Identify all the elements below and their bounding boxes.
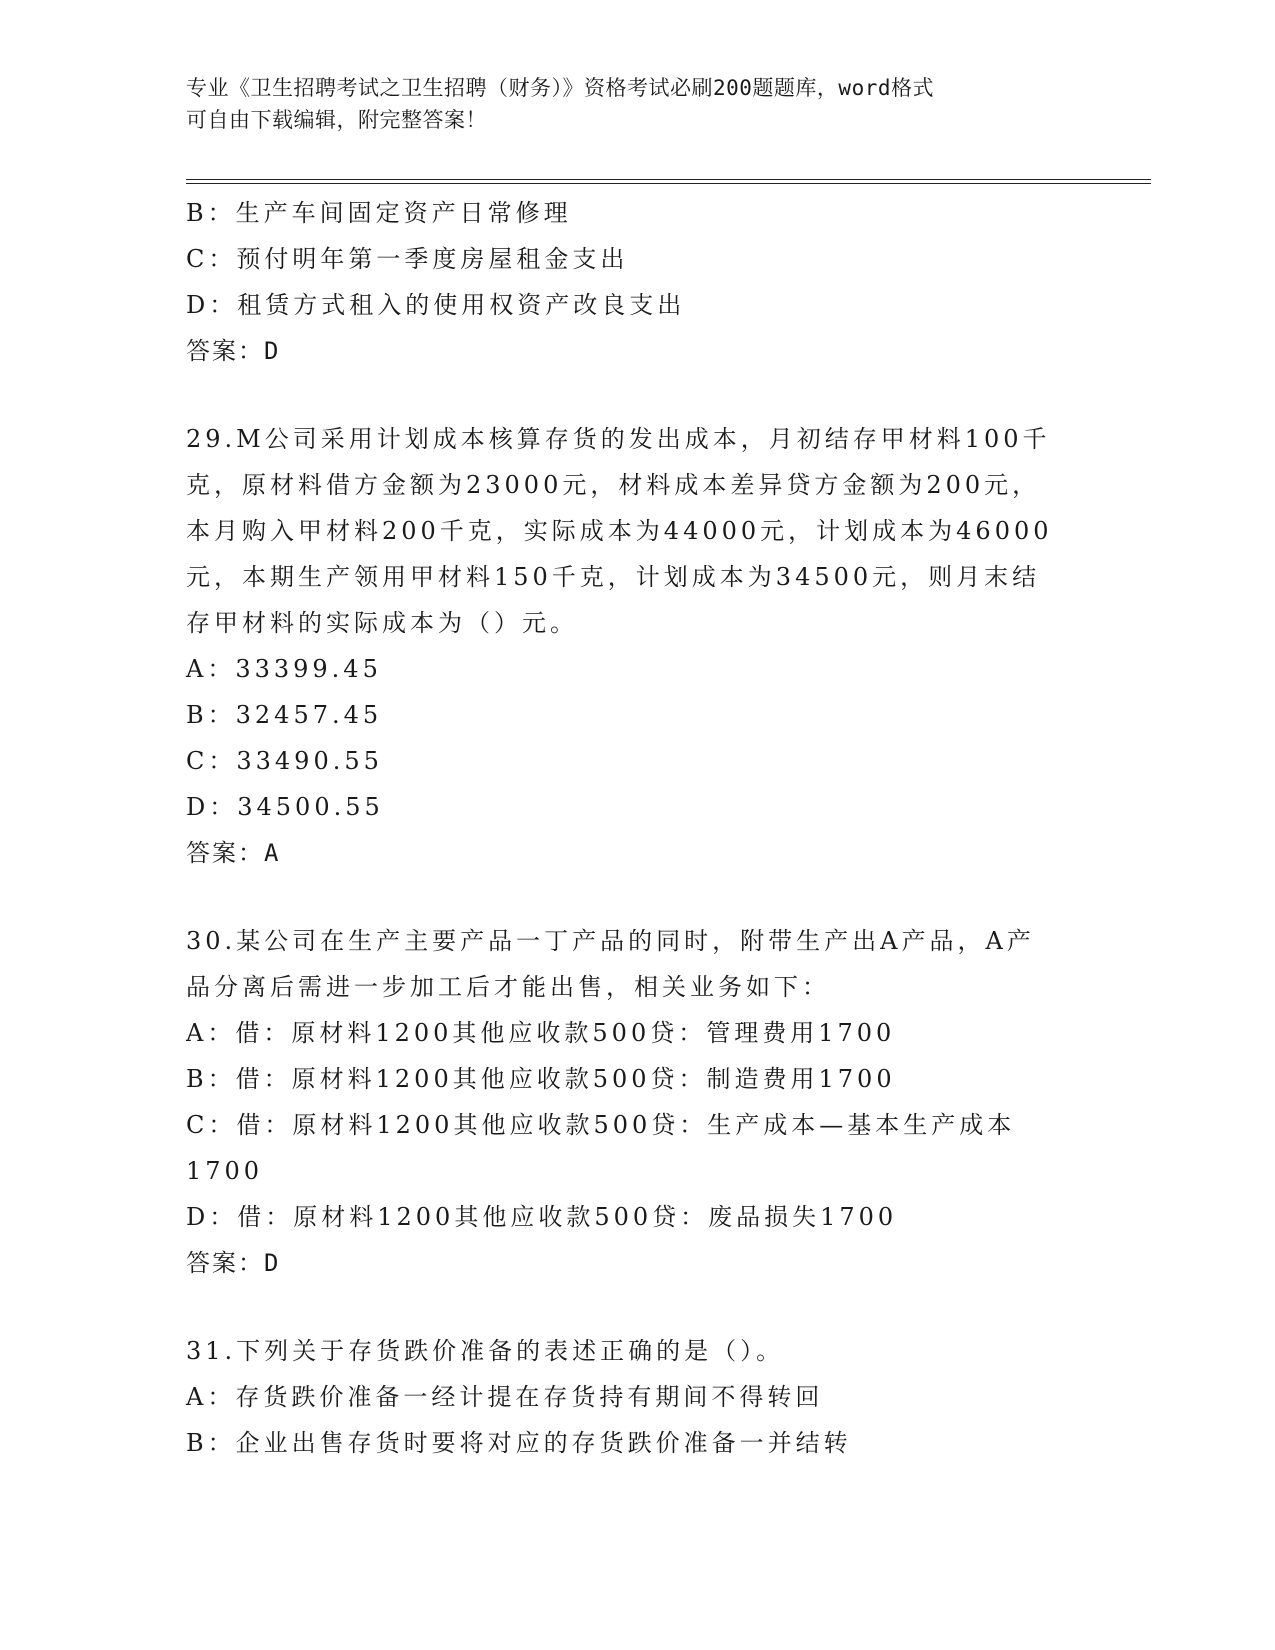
q28-option-b: B：生产车间固定资产日常修理 [186, 199, 572, 227]
question-29 [186, 416, 1066, 876]
q30-stem-line: 30.某公司在生产主要产品一丁产品的同时，附带生产出A产品，A产 [186, 927, 1035, 955]
q28-option-d: D：租赁方式租入的使用权资产改良支出 [186, 291, 686, 319]
header-line-2: 可自由下载编辑，附完整答案！ [186, 108, 487, 132]
spacer [186, 374, 1066, 416]
q29-stem-line: 本月购入甲材料200千克，实际成本为44000元，计划成本为46000 [186, 517, 1053, 545]
q30-option-b: B：借：原材料1200其他应收款500贷：制造费用1700 [186, 1065, 896, 1093]
q30-option-a: A：借：原材料1200其他应收款500贷：管理费用1700 [186, 1019, 896, 1047]
header-line-1: 专业《卫生招聘考试之卫生招聘（财务）》资格考试必刷200题题库，word格式 [186, 76, 934, 100]
q31-stem: 31.下列关于存货跌价准备的表述正确的是（）。 [186, 1337, 785, 1365]
q30-option-c: C：借：原材料1200其他应收款500贷：生产成本—基本生产成本 [186, 1111, 1016, 1139]
q29-option-d: D：34500.55 [186, 793, 384, 821]
spacer [186, 1286, 1066, 1328]
q28-option-c: C：预付明年第一季度房屋租金支出 [186, 245, 629, 273]
document-header [186, 72, 1066, 136]
q29-answer: 答案：A [186, 839, 281, 867]
q29-stem-line: 克，原材料借方金额为23000元，材料成本差异贷方金额为200元， [186, 471, 1041, 499]
q31-option-a: A：存货跌价准备一经计提在存货持有期间不得转回 [186, 1383, 824, 1411]
q29-stem-line: 存甲材料的实际成本为（）元。 [186, 609, 578, 637]
q30-option-c-continued: 1700 [186, 1157, 264, 1185]
spacer [186, 876, 1066, 918]
q30-stem-line: 品分离后需进一步加工后才能出售，相关业务如下： [186, 973, 830, 1001]
question-30 [186, 918, 1066, 1286]
header-divider-top [186, 179, 1151, 180]
q29-option-c: C：33490.55 [186, 747, 383, 775]
q29-stem-line: 元，本期生产领用甲材料150千克，计划成本为34500元，则月末结 [186, 563, 1041, 591]
question-content [186, 190, 1066, 1466]
q28-answer: 答案：D [186, 337, 281, 365]
q29-stem-line: 29.M公司采用计划成本核算存货的发出成本，月初结存甲材料100千 [186, 425, 1051, 453]
q30-option-d: D：借：原材料1200其他应收款500贷：废品损失1700 [186, 1203, 898, 1231]
q31-option-b: B：企业出售存货时要将对应的存货跌价准备一并结转 [186, 1429, 852, 1457]
q30-answer: 答案：D [186, 1249, 281, 1277]
q29-option-b: B：32457.45 [186, 701, 383, 729]
question-31 [186, 1328, 1066, 1466]
header-divider-bottom [186, 183, 1151, 184]
q29-option-a: A：33399.45 [186, 655, 382, 683]
question-28 [186, 190, 1066, 374]
